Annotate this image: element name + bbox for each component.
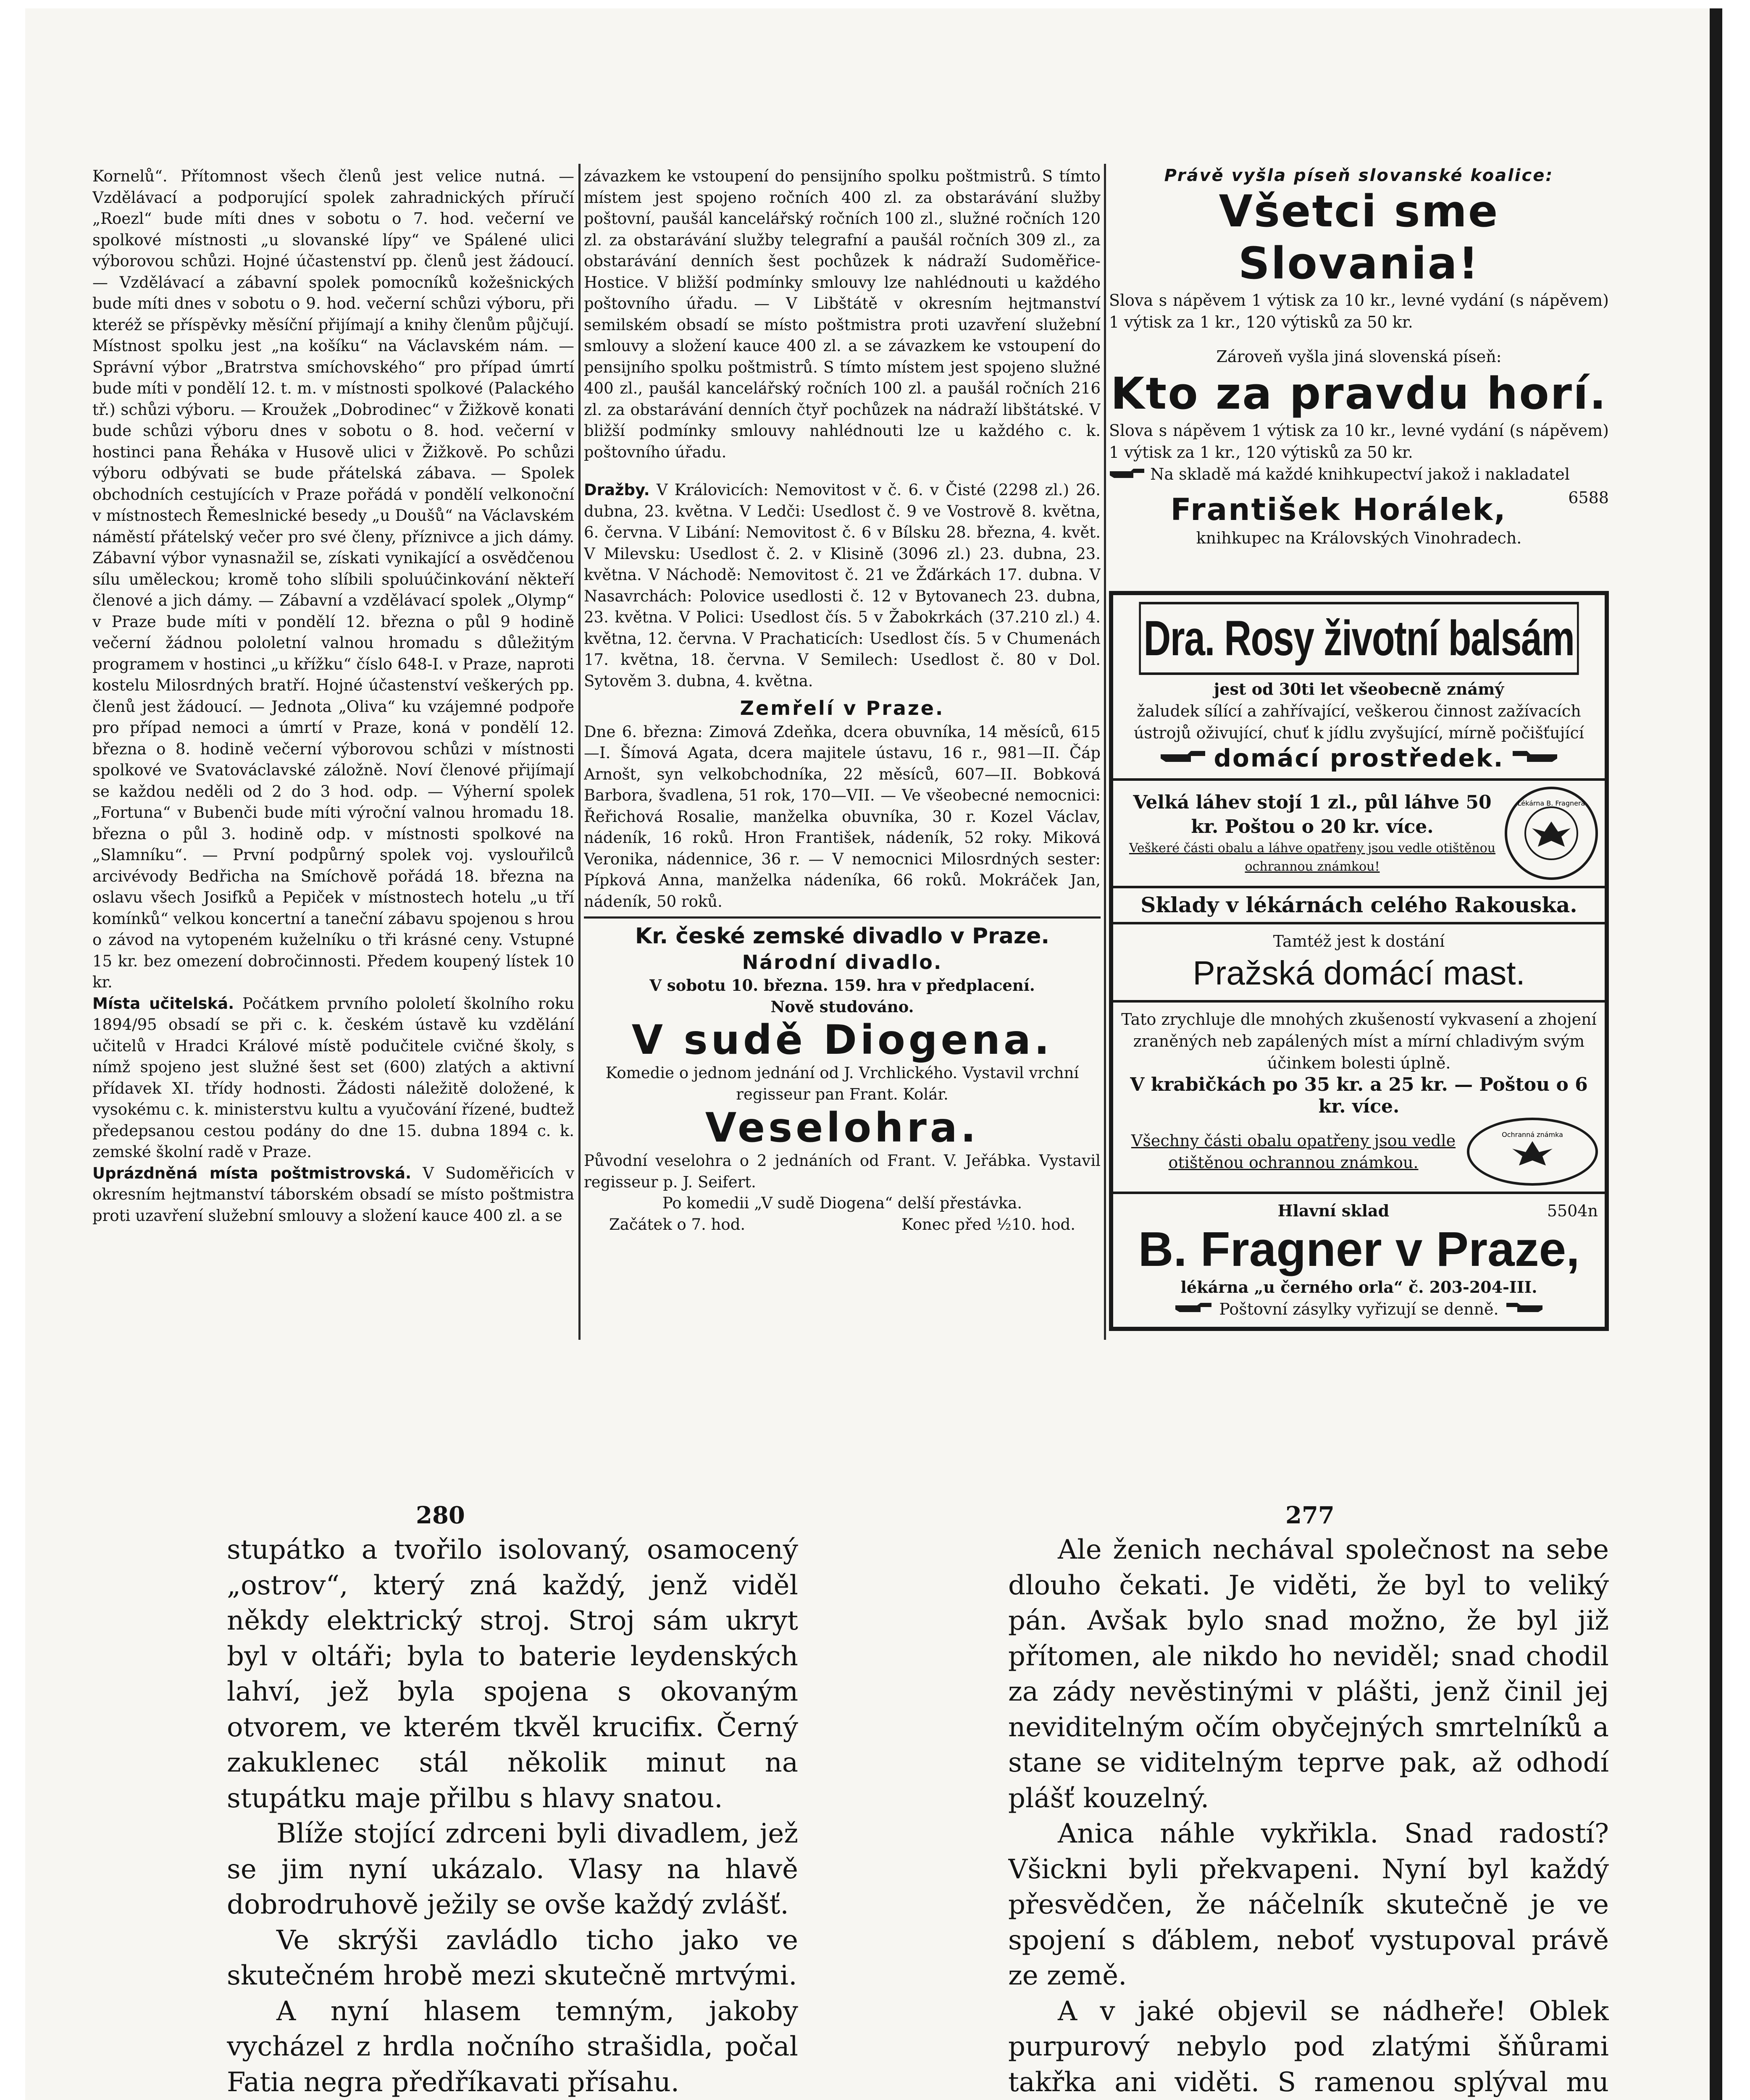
ointment-description: Tato zrychluje dle mnohých zkušeností vykvasení a zhojení zraněných neb zapálených míst a mírní chladivým svým účinkem bolesti úplně.: [1121, 1010, 1597, 1072]
novel-paragraph: stupátko a tvořilo isolovaný, osamocený „ostrov“, který zná každý, jenž viděl někdy elektrický stroj. Stroj sám ukryt byl v oltáři; byla to baterie leydenských lahví, jež byla spojena s okovaným otvorem, ve kterém tkvěl krucifix. Černý zakuklenec stál několik minut na stupátku maje přilbu s hlavy snatou.: [227, 1534, 798, 1814]
song2-announcement: Zároveň vyšla jiná slovenská píseň:: [1216, 347, 1502, 366]
advertisements-column: [1109, 166, 1609, 1338]
intermission-note: Po komedii „V sudě Diogena“ delší přestávka.: [662, 1194, 1022, 1212]
divider: [1113, 778, 1605, 781]
post-places-heading: Uprázdněná místa poštmistrovská.: [92, 1164, 412, 1182]
ointment-note: Všechny části obalu opatřeny jsou vedle otištěnou ochrannou známkou.: [1131, 1131, 1456, 1172]
post-note: Poštovní zásylky vyřizují se denně.: [1219, 1299, 1499, 1318]
song2-price: Slova s nápěvem 1 výtisk za 10 kr., levné vydání (s nápěvem) 1 výtisk za 1 kr., 120 výtisků za 50 kr.: [1109, 421, 1609, 462]
page-number-left: 280: [416, 1502, 465, 1529]
play-1-description: Komedie o jednom jednání od J. Vrchlického. Vystavil vrchní regisseur pan Frant. Kolár.: [605, 1064, 1079, 1103]
teacher-places: [92, 993, 574, 1163]
divider: [1113, 886, 1605, 888]
balsam-known: jest od 30ti let všeobecně známý: [1214, 679, 1504, 698]
teacher-places-text: Počátkem prvního pololetí školního roku 1894/95 obsadí se při c. k. českém ústavě ku vzdělání učitelů v Hradci Králové místě podučitele cvičné školy, s nímž spojeno jest služné šest set (600) zlatých a aktivní přídavek XI. třídy hodnosti. Žádosti náležitě doložené, k vysokému c. k. ministerstvu kultu a vyučování řízené, budtež předepsanou cestou podány do dne 15. dubna 1894 c. k. zemské školní radě v Praze.: [92, 994, 574, 1161]
pointing-hand-icon: [1109, 465, 1145, 487]
stock-note: [1109, 463, 1609, 507]
publisher-name: František Horálek,: [1170, 491, 1507, 527]
play-1-title: V sudě Diogena.: [631, 1016, 1053, 1063]
showtimes: [584, 1214, 1101, 1236]
novel-right-column: [1008, 1532, 1609, 2100]
start-time: Začátek o 7. hod.: [609, 1215, 746, 1234]
publisher-subtitle: knihkupec na Královských Vinohradech.: [1196, 528, 1522, 547]
pointing-hand-icon: [1512, 749, 1558, 767]
stock-note-text: Na skladě má každé knihkupectví jakož i nakladatel: [1150, 465, 1570, 483]
post-places-text: V Sudoměřicích v okresním hejtmanství táborském obsadí se místo poštmistra proti uzavření služební smlouvy a složení kauce 400 zl. a se: [92, 1164, 574, 1225]
divider: [584, 916, 1101, 919]
balsam-stores: Sklady v lékárnách celého Rakouska.: [1140, 892, 1577, 917]
divider: [1113, 1192, 1605, 1194]
play-2-title: Veselohra.: [705, 1104, 980, 1151]
auctions-heading: Dražby.: [584, 481, 650, 499]
national-theatre: Národní divadlo.: [742, 951, 943, 974]
novel-paragraph: Anica náhle vykřikla. Snad radostí? Všickni byli překvapeni. Nyní byl každý přesvědčen, že náčelník skutečně je ve spojení s ďáblem, neboť vystupoval právě ze země.: [1008, 1818, 1609, 1991]
novel-paragraph: A v jaké objevil se nádheře! Oblek purpurový nebylo pod zlatými šňůrami takřka ani viděti. S ramenou splýval mu: [1008, 1995, 1609, 2098]
balsam-remedy: domácí prostředek.: [1214, 743, 1504, 772]
deaths-heading: Zemřelí v Praze.: [740, 697, 945, 719]
column-rule-1: [578, 164, 581, 1340]
newly-studied: Nově studováno.: [770, 997, 914, 1016]
auctions-text: V Královicích: Nemovitost v č. 6. v Čisté (2298 zl.) 26. dubna, 23. května. V Ledči: Usedlost č. 9 ve Vostrově 8. května, 6. června. V Libání: Nemovitost č. 6 v Bílsku 28. března, 4. květ. V Milevsku: Usedlost č. 2. v Klisině (3096 zl.) 23. dubna, 23. května. V Náchodě: Nemovitost č. 21 ve Žďárkách 17. dubna. V Nasavrchách: Polovice usedlosti č. 12 v Bytovanech 23. dubna, 23. května. V Polici: Usedlost čís. 5 v Žabokrkách (37.210 zl.) 4. května, 12. června. V Prachaticích: Usedlost čís. 5 v Chumenách 17. května, 18. června. V Semilech: Usedlost č. 80 v Dol. Sytověm 3. dubna, 4. května.: [584, 481, 1101, 690]
seal-lettering: Ochranná známka: [1502, 1130, 1563, 1139]
novel-paragraph: A nyní hlasem temným, jakoby vycházel z hrdla nočního strašidla, počal Fatia negra předříkavati přísahu.: [227, 1995, 798, 2098]
post-note-row: [1120, 1298, 1598, 1320]
balsam-advertisement: [1109, 591, 1609, 1331]
end-time: Konec před ½10. hod.: [901, 1215, 1075, 1234]
balsam-title: Dra. Rosy životní balsám: [1139, 602, 1579, 675]
ointment-note-row: [1120, 1118, 1598, 1186]
main-store-code: 5504n: [1547, 1201, 1598, 1220]
divider: [1113, 922, 1605, 924]
column-rule-2: [1104, 164, 1106, 1340]
page-number-right: 277: [1285, 1502, 1335, 1529]
novel-paragraph: Blíže stojící zdrceni byli divadlem, jež se jim nyní ukázalo. Vlasy na hlavě dobrodruhově ježily se ovše každý zvlášť.: [227, 1818, 798, 1920]
seal-lettering: Lékárna B. Fragnera: [1517, 799, 1585, 807]
main-store: Hlavní sklad: [1277, 1201, 1390, 1220]
society-notices: Kornelů“. Přítomnost všech členů jest velice nutná. — Vzdělávací a podporující spolek zahradnických příručí „Roezl“ bude míti dnes v sobotu o 7. hod. večerní ve spolkové místnosti „u slovanské lípy“ ve Spálené ulici výborovou schůzi. Hojné účastenství pp. členů jest žádoucí. — Vzdělávací a zábavní spolek pomocníků kožešnických bude míti dnes v sobotu o 9. hod. večerní schůzi výboru, při kteréž se příspěvky měsíční přijímají a knihy členům půjčují. Místnost spolku jest „na košíku“ na Václavském nám. — Správní výbor „Bratrstva smíchovského“ pro případ úmrtí bude míti v pondělí 12. t. m. v místnosti spolkové (Palackého tř.) schůzi výboru. — Kroužek „Dobrodinec“ v Žižkově konati bude schůzi výboru dnes v sobotu o 8. hod. večerní v hostinci pana Řeháka v Husově ulici v Žižkově. Po schůzi výboru odbývati se bude přátelská zábava. — Spolek obchodních cestujících v Praze pořádá v pondělí velkonoční v místnostech Řemeslnické besedy „u Doušů“ na Václavském náměstí přátelský večer pro své členy, příznivce a jich dámy. Zábavní výbor vynasnažil se, získati vynikající a osvědčenou sílu uměleckou; kromě toho slíbili spoluúčinkování někteří členové a jich dámy. — Zábavní a vzdělávací spolek „Olymp“ v Praze bude míti v pondělí 12. března o půl 9 hodině večerní žádnou pololetní valnou hromadu s důležitým programem v hostinci „u křížku“ číslo 648-I. v Praze, naproti kostelu Milosrdných bratří. Hojné účastenství veškerých pp. členů jest žádoucí. — Jednota „Oliva“ ku vzájemné podpoře pro případ nemoci a úmrtí v Praze, koná v pondělí 12. března o 8. hodině večerní výborovou schůzi v místnosti spolkové ve Svatováclavské záložně. Noví členové přijímají se každou neděli od 2 do 3 hod. odp. — Výherní spolek „Fortuna“ v Bubenči bude míti výroční valnou hromadu 18. března o půl 3. hodině odp. v místnosti spolkové na „Slamníku“. — První podpůrný spolek voj. vyslouřilců arcivévody Bedřicha na Smíchově pořádá 18. března na oslavu všech Josifků a Pepiček v místnostech hotelu „u tří komínků“ velkou koncertní a taneční zábavu spojenou s hrou o závod na vytopeném kuželníku o tři krásné ceny. Vstupné 15 kr. bez omezení dobročinnosti. Předem koupený lístek 10 kr.: [92, 167, 574, 991]
pointing-hand-icon: [1506, 1301, 1543, 1317]
novel-paragraph: Ale ženich nechával společnost na sebe dlouho čekati. Je viděti, že byl to veliký pán. Avšak bylo snad možno, že byl již přítomen, ale nikdo ho neviděl; snad chodil za zády nevěstinými v plášti, jenž činil jej neviditelným očím obyčejných smrtelníků a stane se viditelným teprve pak, až odhodí plášť kouzelný.: [1008, 1534, 1609, 1814]
balsam-price-block: [1120, 790, 1505, 876]
column-2: [584, 166, 1101, 1338]
novel-left-column: [227, 1532, 798, 2100]
fragner-name: B. Fragner v Praze,: [1138, 1221, 1580, 1276]
ointment-title: Pražská domácí mast.: [1193, 954, 1525, 992]
stock-code: 6588: [1568, 488, 1609, 507]
balsam-note: Veškeré části obalu a láhve opatřeny jsou vedle otištěnou ochrannou známkou!: [1129, 840, 1496, 874]
play-2-description: Původní veselohra o 2 jednáních od Frant. V. Jeřábka. Vystavil regisseur p. J. Seifert.: [584, 1152, 1101, 1191]
novel-paragraph: Ve skrýši zavládlo ticho jako ve skutečném hrobě mezi skutečně mrtvými.: [227, 1924, 798, 1991]
ointment-price: V krabičkách po 35 kr. a 25 kr. — Poštou o 6 kr. více.: [1130, 1074, 1588, 1117]
balsam-price-row: [1120, 787, 1598, 880]
ointment-pre: Tamtéž jest k dostání: [1273, 932, 1445, 950]
balsam-remedy-line: [1120, 744, 1598, 772]
pointing-hand-icon: [1160, 749, 1206, 767]
balsam-description: žaludek sílící a zahřívající, veškerou činnost zažívacích ústrojů oživující, chuť k jídlu zvyšující, mírně počišťující: [1134, 701, 1584, 742]
song2-title: Kto za pravdu horí.: [1110, 368, 1608, 419]
song-announcement: Právě vyšla píseň slovanské koalice:: [1164, 166, 1554, 185]
pharmacy-address: lékárna „u černého orla“ č. 203-204-III.: [1180, 1277, 1537, 1297]
theatre-title: Kr. české zemské divadlo v Praze.: [635, 924, 1050, 949]
deaths-text: Dne 6. března: Zimová Zdeňka, dcera obuvníka, 14 měsíců, 615—I. Šímová Agata, dcera majitele ústavu, 16 r., 981—II. Čáp Arnošt, syn velkobchodníka, 22 měsíců, 607—II. Bobková Barbora, švadlena, 51 rok, 170—VII. — Ve všeobecné nemocnici: Řeřichová Rosalie, manželka obuvníka, 30 r. Kozel Václav, nádeník, 16 roků. Hron František, nádeník, 52 roky. Miková Veronika, nádennice, 36 r. — V nemocnici Milosrdných sester: Pípková Anna, manželka nádeníka, 66 roků. Mokráček Jan, nádeník, 50 roků.: [584, 722, 1101, 911]
main-store-row: [1120, 1200, 1598, 1222]
balsam-price: Velká láhev stojí 1 zl., půl láhve 50 kr. Poštou o 20 kr. více.: [1133, 791, 1492, 837]
post-places-continued: závazkem ke vstoupení do pensijního spolku poštmistrů. S tímto místem jest spojeno ročních 400 zl. za obstarávání služby poštovní, paušál kancelářský ročních 100 zl., služné ročních 120 zl. za obstarávání služby telegrafní a paušál ročních 309 zl., za obstarávání denních šest pochůzek k nádraží Sudoměřice-Hostice. V bližší podmínky smlouvy lze nahlédnouti u každého poštovního úřadu. — V Libštátě v okresním hejtmanství semilském obsadí se místo poštmistra proti uzavření služební smlouvy a složení kauce 400 zl. a se závazkem ke vstoupení do pensijního spolku poštmistrů. S tímto místem jest spojeno služné 400 zl., paušál kancelářský ročních 100 zl. a paušál ročních 216 zl. za obstarávání denních čtyř pochůzek na nádraží libštátské. V bližší podmínky smlouvy nahlédnouti lze u každého c. k. poštovního úřadu.: [584, 167, 1101, 461]
eagle-seal-icon: [1505, 787, 1598, 880]
trademark-seal-icon: [1467, 1118, 1598, 1186]
performance-date: V sobotu 10. března. 159. hra v předplacení.: [649, 976, 1035, 995]
post-places: [92, 1163, 574, 1227]
song-price: Slova s nápěvem 1 výtisk za 10 kr., levné vydání (s nápěvem) 1 výtisk za 1 kr., 120 výtisků za 50 kr.: [1109, 291, 1609, 331]
divider: [1113, 1000, 1605, 1003]
teacher-places-heading: Místa učitelská.: [92, 994, 234, 1013]
column-1: [92, 166, 574, 1338]
pointing-hand-icon: [1175, 1301, 1212, 1317]
auctions: [584, 480, 1101, 692]
song-title: Všetci sme Slovania!: [1219, 186, 1499, 289]
